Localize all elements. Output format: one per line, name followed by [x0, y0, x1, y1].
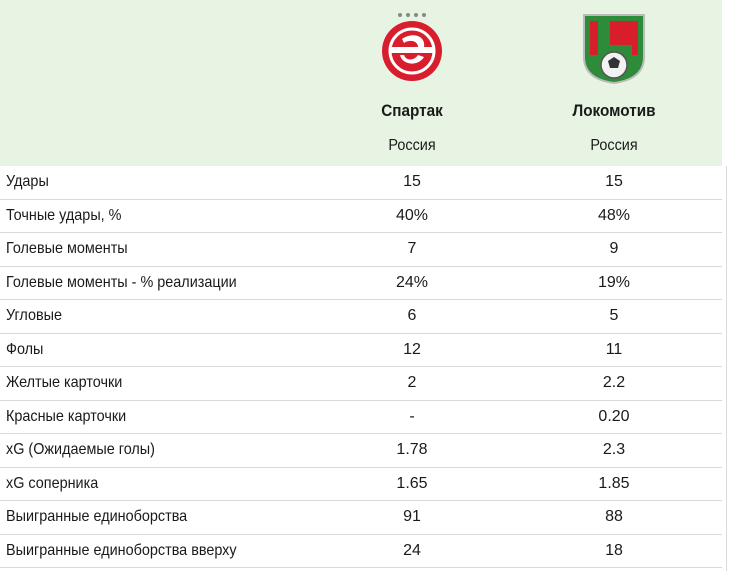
table-row: [0, 367, 722, 401]
table-row: [0, 267, 722, 301]
lokomotiv-value: 2.2: [602, 374, 626, 391]
stats-rows: [0, 166, 722, 568]
row-label: Выигранные единоборства: [6, 508, 188, 525]
spartak-value: 24: [403, 541, 421, 559]
spartak-value: 6: [407, 307, 417, 324]
right-border: [726, 166, 727, 571]
table-row: [0, 200, 722, 234]
spartak-value: 91: [403, 508, 421, 525]
lokomotiv-logo-icon: [576, 9, 652, 85]
spartak-value: 15: [403, 173, 421, 190]
lokomotiv-value: 19%: [597, 273, 631, 291]
table-header: [0, 0, 722, 166]
table-row: [0, 501, 722, 535]
header-edge: [722, 0, 730, 166]
lokomotiv-value: 48%: [597, 206, 631, 224]
row-label: Точные удары, %: [6, 206, 122, 224]
spartak-value: 7: [407, 240, 417, 257]
team-country: Россия: [590, 137, 638, 154]
table-row: [0, 334, 722, 368]
row-label: Голевые моменты - % реализации: [6, 273, 237, 291]
spartak-value: 1.78: [396, 441, 428, 458]
row-label: Желтые карточки: [6, 374, 123, 391]
lokomotiv-value: 9: [609, 240, 619, 257]
lokomotiv-value: 2.3: [602, 441, 626, 458]
spartak-value: -: [409, 407, 415, 425]
spartak-value: 2: [407, 374, 417, 391]
table-row: [0, 233, 722, 267]
row-label: Угловые: [6, 307, 63, 324]
lokomotiv-value: 88: [605, 508, 623, 525]
team-name: Локомотив: [572, 101, 656, 120]
table-row: [0, 166, 722, 200]
team-name: Спартак: [381, 101, 443, 120]
table-row: [0, 434, 722, 468]
table-row: [0, 401, 722, 435]
lokomotiv-value: 0.20: [598, 407, 630, 425]
lokomotiv-value: 5: [609, 307, 619, 324]
row-label: Удары: [6, 173, 49, 190]
table-row: [0, 468, 722, 502]
row-label: xG соперника: [6, 474, 99, 492]
lokomotiv-value: 18: [605, 541, 623, 559]
spartak-value: 40%: [395, 206, 429, 224]
lokomotiv-value: 15: [605, 173, 623, 190]
table-row: [0, 300, 722, 334]
team-country: Россия: [388, 137, 436, 154]
row-label: Красные карточки: [6, 407, 127, 425]
spartak-value: 1.65: [396, 474, 428, 492]
spartak-logo-icon: [374, 9, 450, 85]
table-row: [0, 535, 722, 569]
spartak-value: 24%: [395, 273, 429, 291]
lokomotiv-value: 1.85: [598, 474, 630, 492]
row-label: xG (Ожидаемые голы): [6, 441, 155, 458]
row-label: Фолы: [6, 340, 44, 358]
row-label: Выигранные единоборства вверху: [6, 541, 237, 559]
row-label: Голевые моменты: [6, 240, 128, 257]
lokomotiv-value: 11: [605, 340, 623, 358]
spartak-value: 12: [403, 340, 421, 358]
